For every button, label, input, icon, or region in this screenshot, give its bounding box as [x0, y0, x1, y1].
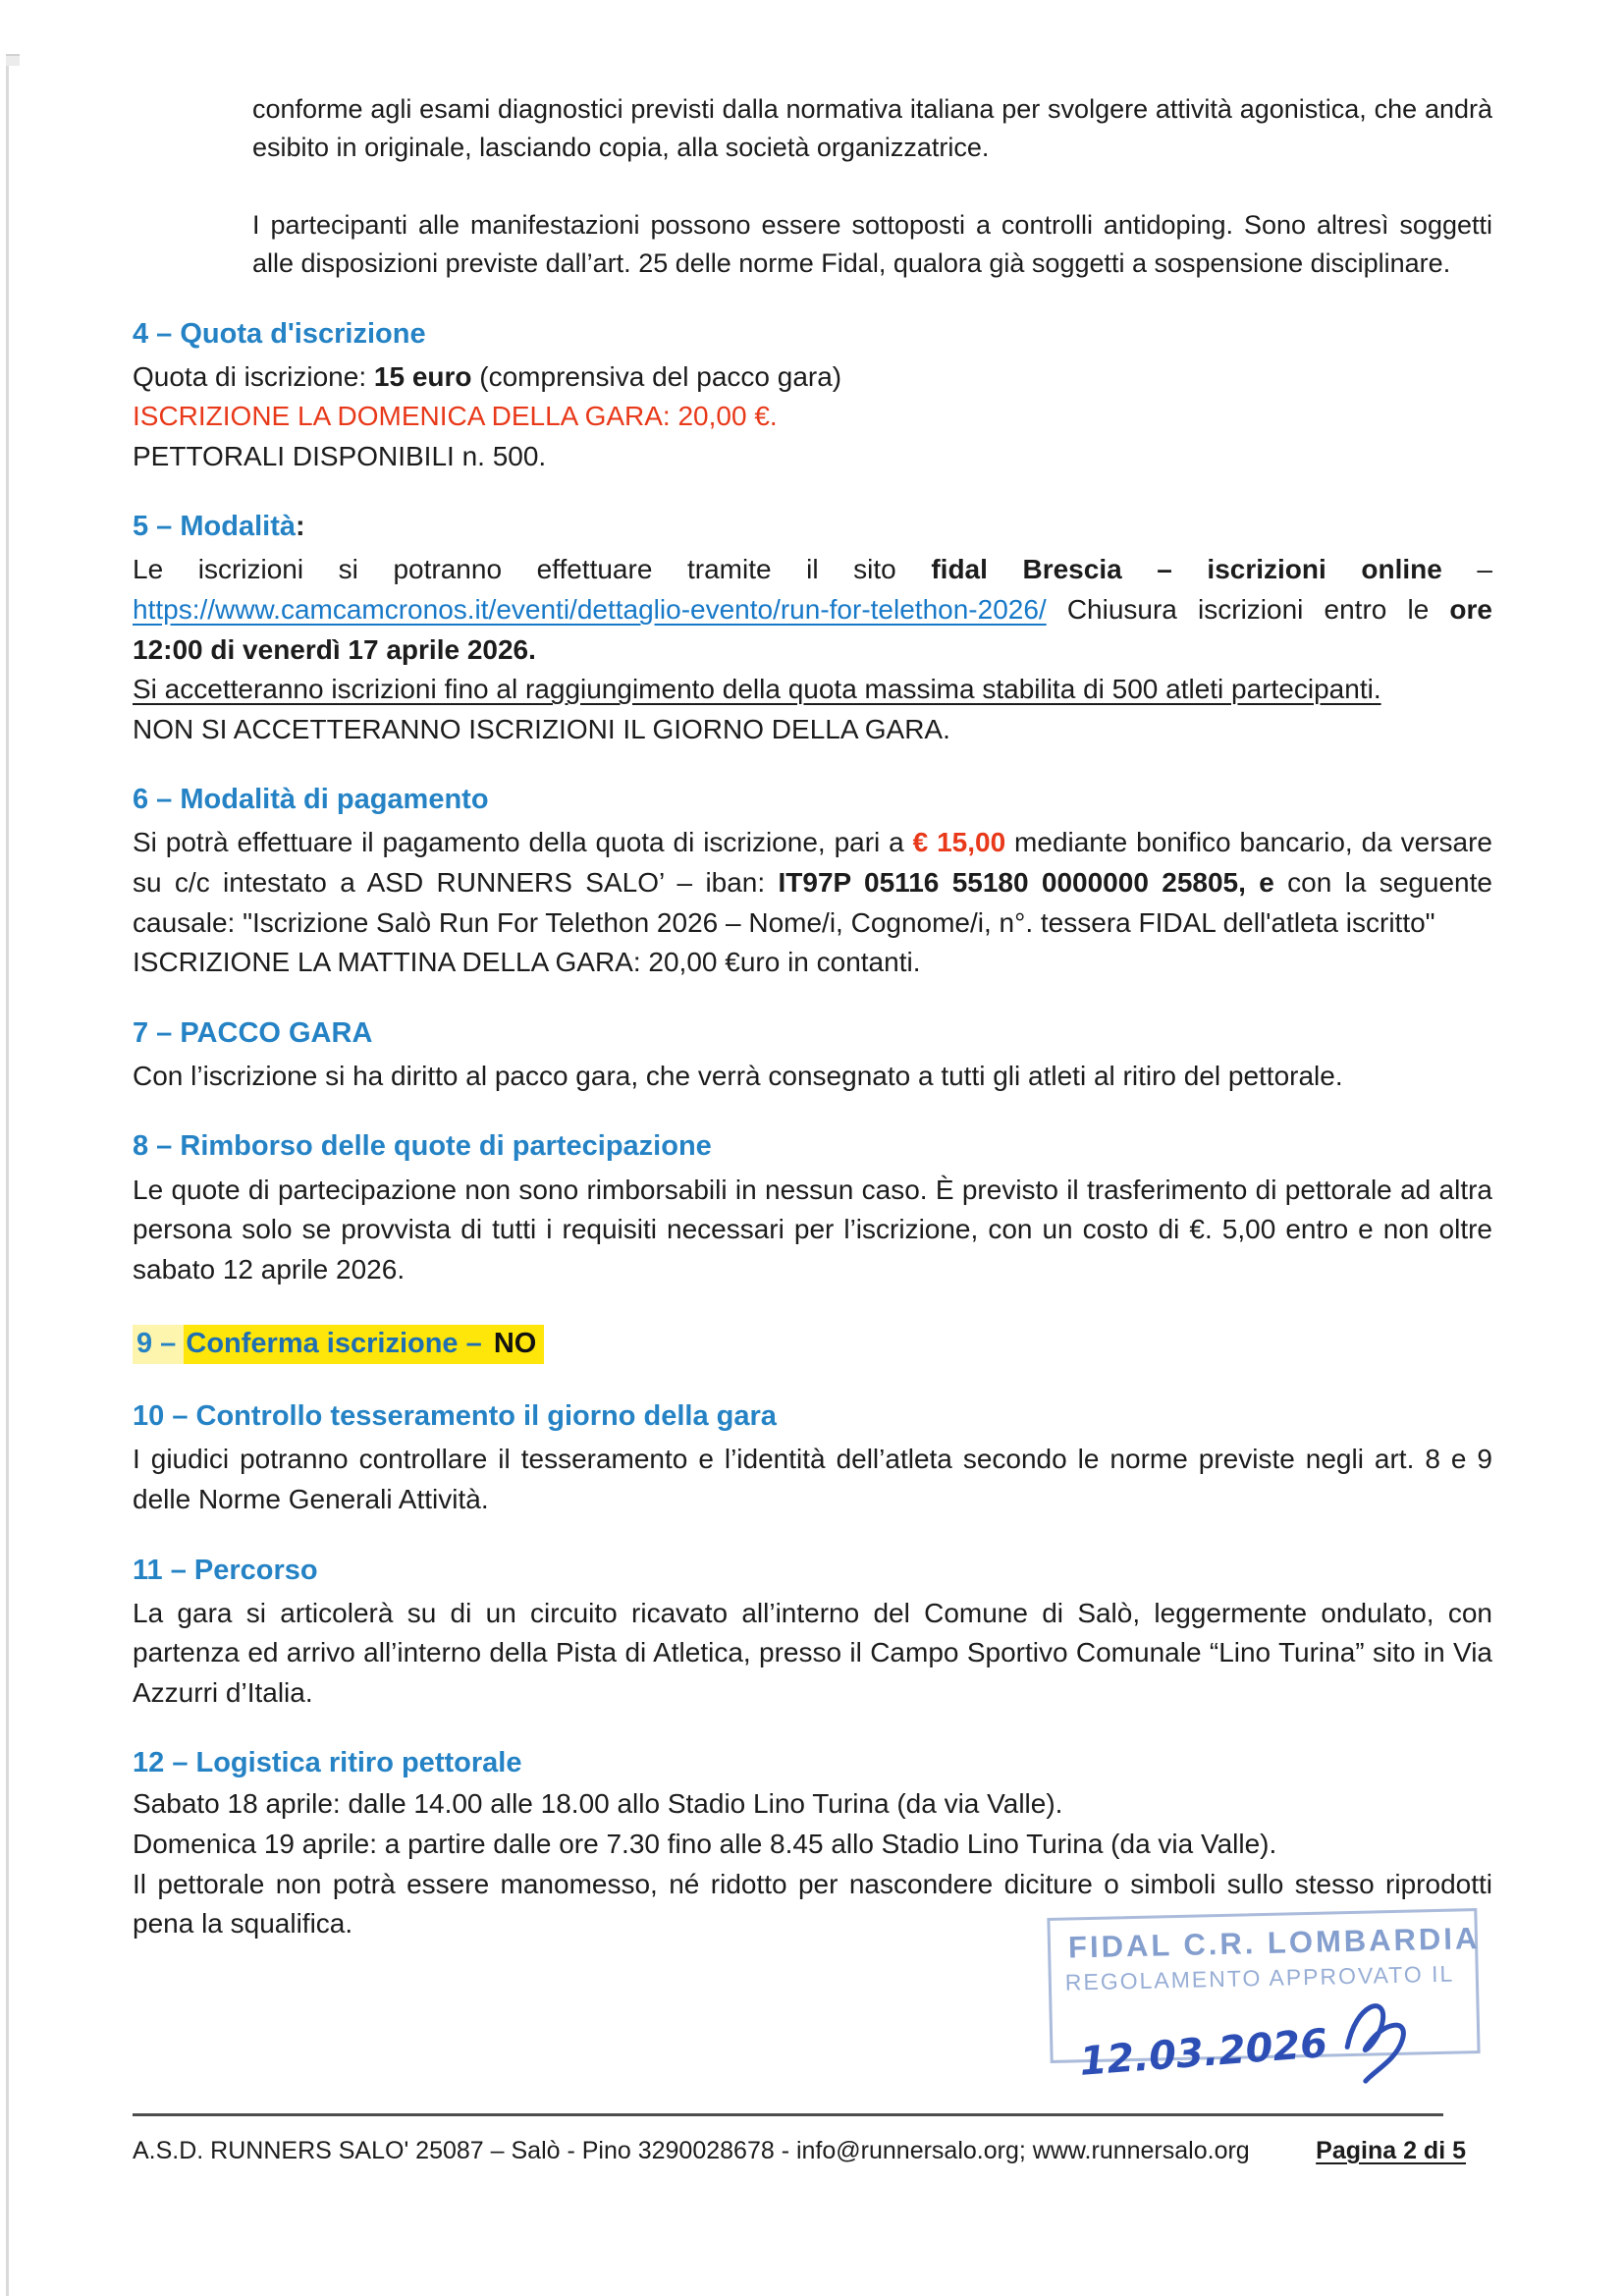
- payment-account-text: mediante bonifico bancario, da versare su c/c intestato a ASD RUNNERS SALO’ – iban:: [133, 827, 1492, 899]
- dash-separator: –: [1441, 554, 1492, 585]
- section-9-highlighted-text: Conferma iscrizione –: [184, 1325, 491, 1364]
- section-11-heading: 11 – Percorso: [133, 1554, 318, 1586]
- section-5-heading-text: 5 – Modalità: [133, 511, 296, 543]
- intro-paragraph-1: conforme agli esami diagnostici previsti dalla normativa italiana per svolgere attività agonistica, che andrà esibito in originale, lasciando copia, alla società organizzatrice.: [252, 94, 1492, 163]
- section-5-cap-paragraph: Si accetteranno iscrizioni fino al raggiungimento della quota massima stabilita di 500 atleti partecipanti.: [133, 674, 1381, 705]
- quota-amount: 15 euro: [373, 360, 472, 392]
- quota-note: (comprensiva del pacco gara): [471, 360, 842, 392]
- section-12-heading: 12 – Logistica ritiro pettorale: [133, 1747, 522, 1779]
- stamp-date-value: 12.03.2026: [1077, 2021, 1329, 2085]
- section-11-paragraph: La gara si articolerà su di un circuito ricavato all’interno del Comune di Salò, leggermente ondulato, con partenza ed arrivo all’interno della Pista di Atletica, presso il Campo Sportivo Comunale “Lino Turina” sito in Via Azzurri d’Italia.: [133, 1597, 1492, 1708]
- section-4-sunday-fee-line: ISCRIZIONE LA DOMENICA DELLA GARA: 20,00 €.: [133, 401, 778, 432]
- section-7-heading: 7 – PACCO GARA: [133, 1016, 373, 1049]
- section-9-heading: [133, 1323, 1492, 1364]
- section-9-number: 9 –: [133, 1325, 184, 1364]
- section-6-morning-fee-line: ISCRIZIONE LA MATTINA DELLA GARA: 20,00 €uro in contanti.: [133, 947, 921, 978]
- section-8-heading: 8 – Rimborso delle quote di partecipazione: [133, 1130, 712, 1163]
- payment-causale-text: con la seguente causale: "Iscrizione Salò Run For Telethon 2026 – Nome/i, Cognome/i, n°. tessera FIDAL dell'atleta iscritto": [133, 867, 1492, 938]
- section-12-sunday-line: Domenica 19 aprile: a partire dalle ore 7.30 fino alle 8.45 allo Stadio Lino Turina (da via Valle).: [133, 1829, 1277, 1860]
- section-10-heading: 10 – Controllo tesseramento il giorno della gara: [133, 1400, 777, 1433]
- section-12-saturday-line: Sabato 18 aprile: dalle 14.00 alle 18.00 allo Stadio Lino Turina (da via Valle).: [133, 1788, 1063, 1820]
- scan-edge-artifact: [6, 54, 9, 2296]
- stamp-handwritten-date: [1076, 1989, 1442, 2084]
- signature-squiggle-icon: [1329, 1989, 1444, 2087]
- section-6-payment-paragraph: [133, 823, 1492, 943]
- section-5-no-raceday-line: NON SI ACCETTERANNO ISCRIZIONI IL GIORNO DELLA GARA.: [133, 713, 950, 744]
- footer-divider: [133, 2113, 1443, 2116]
- section-4-bibs-line: PETTORALI DISPONIBILI n. 500.: [133, 440, 547, 471]
- section-5-heading-colon: :: [296, 511, 305, 543]
- section-4-heading: 4 – Quota d'iscrizione: [133, 317, 426, 350]
- page-number: Pagina 2 di 5: [1316, 2137, 1466, 2164]
- closing-intro-text: Chiusura iscrizioni entro le: [1046, 594, 1450, 626]
- registration-site-name: fidal Brescia – iscrizioni online: [931, 554, 1442, 585]
- section-5-registration-paragraph: [133, 550, 1492, 670]
- quota-label: Quota di iscrizione:: [133, 360, 374, 392]
- section-10-paragraph: I giudici potranno controllare il tesseramento e l’identità dell’atleta secondo le norme previste negli art. 8 e 9 delle Norme Generali Attività.: [133, 1444, 1492, 1514]
- stamp-caption: REGOLAMENTO APPROVATO IL: [1064, 1960, 1455, 1995]
- footer-contact-info: A.S.D. RUNNERS SALO' 25087 – Salò - Pino 3290028678 - info@runnersalo.org; www.runnersalo.org: [133, 2137, 1250, 2164]
- intro-paragraph-2: I partecipanti alle manifestazioni possono essere sottoposti a controlli antidoping. Sono altresì soggetti alle disposizioni previste dall’art. 25 delle norme Fidal, qualora già soggetti a sospensione disciplinare.: [252, 210, 1492, 279]
- section-12-bib-rules-paragraph: Il pettorale non potrà essere manomesso, né ridotto per nascondere diciture o simboli sullo stesso riprodotti pena la squalifica.: [133, 1868, 1492, 1940]
- payment-amount: € 15,00: [912, 827, 1006, 858]
- footer: [133, 2137, 1466, 2165]
- section-7-paragraph: Con l’iscrizione si ha diritto al pacco gara, che verrà consegnato a tutti gli atleti al ritiro del pettorale.: [133, 1060, 1343, 1091]
- closing-deadline: ore 12:00 di venerdì 17 aprile 2026.: [133, 594, 1492, 665]
- section-9-no-value: NO: [492, 1325, 545, 1364]
- section-5-heading: [133, 506, 1492, 547]
- document-content: [133, 90, 1492, 1944]
- iban-value: IT97P 05116 55180 0000000 25805, e: [778, 867, 1274, 899]
- section-6-heading: 6 – Modalità di pagamento: [133, 784, 489, 816]
- registration-intro-text: Le iscrizioni si potranno effettuare tramite il sito: [133, 554, 932, 585]
- stamp-org-name: FIDAL C.R. LOMBARDIA: [1067, 1920, 1481, 1965]
- section-4-quota-line: [133, 357, 1492, 398]
- section-8-paragraph: Le quote di partecipazione non sono rimborsabili in nessun caso. È previsto il trasferimento di pettorale ad altra persona solo se provvista di tutti i requisiti necessari per l’iscrizione, con un costo di €. 5,00 entro e non oltre sabato 12 aprile 2026.: [133, 1174, 1492, 1285]
- payment-intro-text: Si potrà effettuare il pagamento della quota di iscrizione, pari a: [133, 827, 913, 858]
- approval-stamp: [1047, 1908, 1481, 2085]
- registration-url-link[interactable]: https://www.camcamcronos.it/eventi/dettaglio-evento/run-for-telethon-2026/: [133, 594, 1047, 626]
